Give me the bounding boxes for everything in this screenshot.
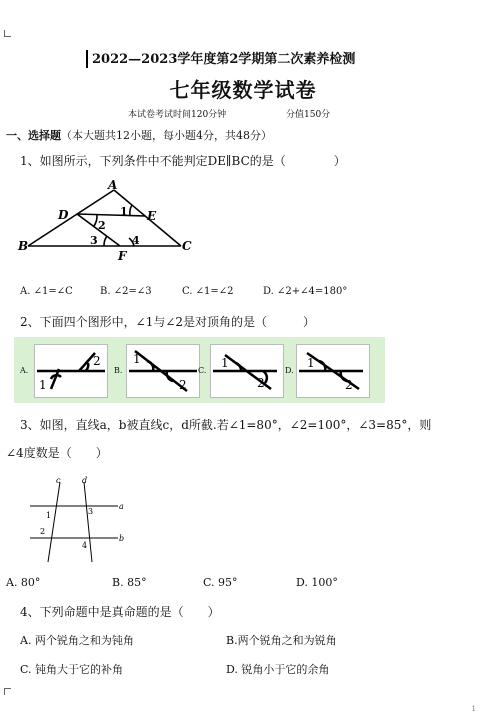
q3-parallel-lines-figure [26,474,130,566]
q1-triangle-figure [16,178,200,264]
exam-score: 分值150分 [286,110,331,120]
q2-c-angle-2: 2 [257,376,265,390]
q3-option-d: D. 100° [296,576,338,589]
q1-stem: 1、如图所示，下列条件中不能判定DE∥BC的是（ ） [20,154,346,168]
q2-panel-b [126,344,200,398]
q3-angle-4: 4 [82,541,88,550]
q2-panel-b-label: B. [114,366,123,375]
q3-label-c: c [56,476,61,485]
q4-option-c: C. 钝角大于它的补角 [20,663,124,676]
page-title: 七年级数学试卷 [169,78,317,102]
page-number: 1 [471,705,476,713]
crop-mark-top-left [4,30,11,37]
label-D: D [58,208,69,222]
angle-2-label: 2 [98,219,106,232]
q2-panel-c-label: C. [198,366,207,375]
exam-time: 本试卷考试时间120分钟 [128,110,227,120]
q1-option-c: C. ∠1=∠2 [182,286,234,297]
crop-mark-bottom-left [4,688,11,695]
q2-panel-d [296,344,370,398]
q3-option-c: C. 95° [203,576,238,589]
q3-angle-2: 2 [40,527,46,536]
q2-d-angle-2: 2 [345,378,353,392]
q3-angle-1: 1 [46,511,52,520]
q2-c-angle-1: 1 [221,356,229,370]
section-heading [6,127,272,143]
q2-stem: 2、下面四个图形中，∠1与∠2是对顶角的是（ ） [20,315,316,329]
q1-option-d: D. ∠2+∠4=180° [263,286,348,297]
q3-label-a: a [119,502,124,511]
q4-option-a: A. 两个锐角之和为钝角 [20,634,134,647]
q4-stem: 4、下列命题中是真命题的是（ ） [20,605,220,619]
label-C: C [182,239,192,253]
section-note: （本大题共12小题，每小题4分，共48分） [61,129,272,142]
angle-4-label: 4 [132,234,140,247]
header-bar [86,50,88,68]
q2-panel-c [210,344,284,398]
exam-header: 2022—2023学年度第2学期第二次素养检测 [92,52,356,67]
q1-option-b: B. ∠2=∠3 [100,286,152,297]
q2-panel-d-label: D. [285,366,294,375]
q4-option-b: B.两个锐角之和为锐角 [226,634,337,647]
label-F: F [118,249,127,263]
q3-label-b: b [119,534,125,543]
section-label: 一、选择题 [6,129,61,142]
q2-b-angle-1: 1 [133,352,141,366]
q2-b-angle-2: 2 [179,378,187,392]
q2-d-angle-1: 1 [307,356,315,370]
q1-option-a: A. ∠1=∠C [20,286,73,297]
q4-option-d: D. 锐角小于它的余角 [226,663,330,676]
q3-option-a: A. 80° [6,576,41,589]
q3-label-d: d [82,476,88,485]
angle-3-label: 3 [90,234,98,247]
label-B: B [18,239,29,253]
q2-panel-a [34,344,108,398]
q2-a-angle-1: 1 [39,378,47,392]
q2-a-angle-2: 2 [93,354,101,368]
label-A: A [108,178,118,192]
label-E: E [147,209,157,223]
q3-stem-line1: 3、如图，直线a，b被直线c，d所截.若∠1=80°，∠2=100°，∠3=85°，则 [20,418,432,432]
q3-stem-line2: ∠4度数是（ ） [6,446,108,460]
q3-angle-3: 3 [88,507,94,516]
q2-panel-a-label: A. [20,366,29,375]
angle-1-label: 1 [120,205,128,218]
q3-option-b: B. 85° [112,576,147,589]
